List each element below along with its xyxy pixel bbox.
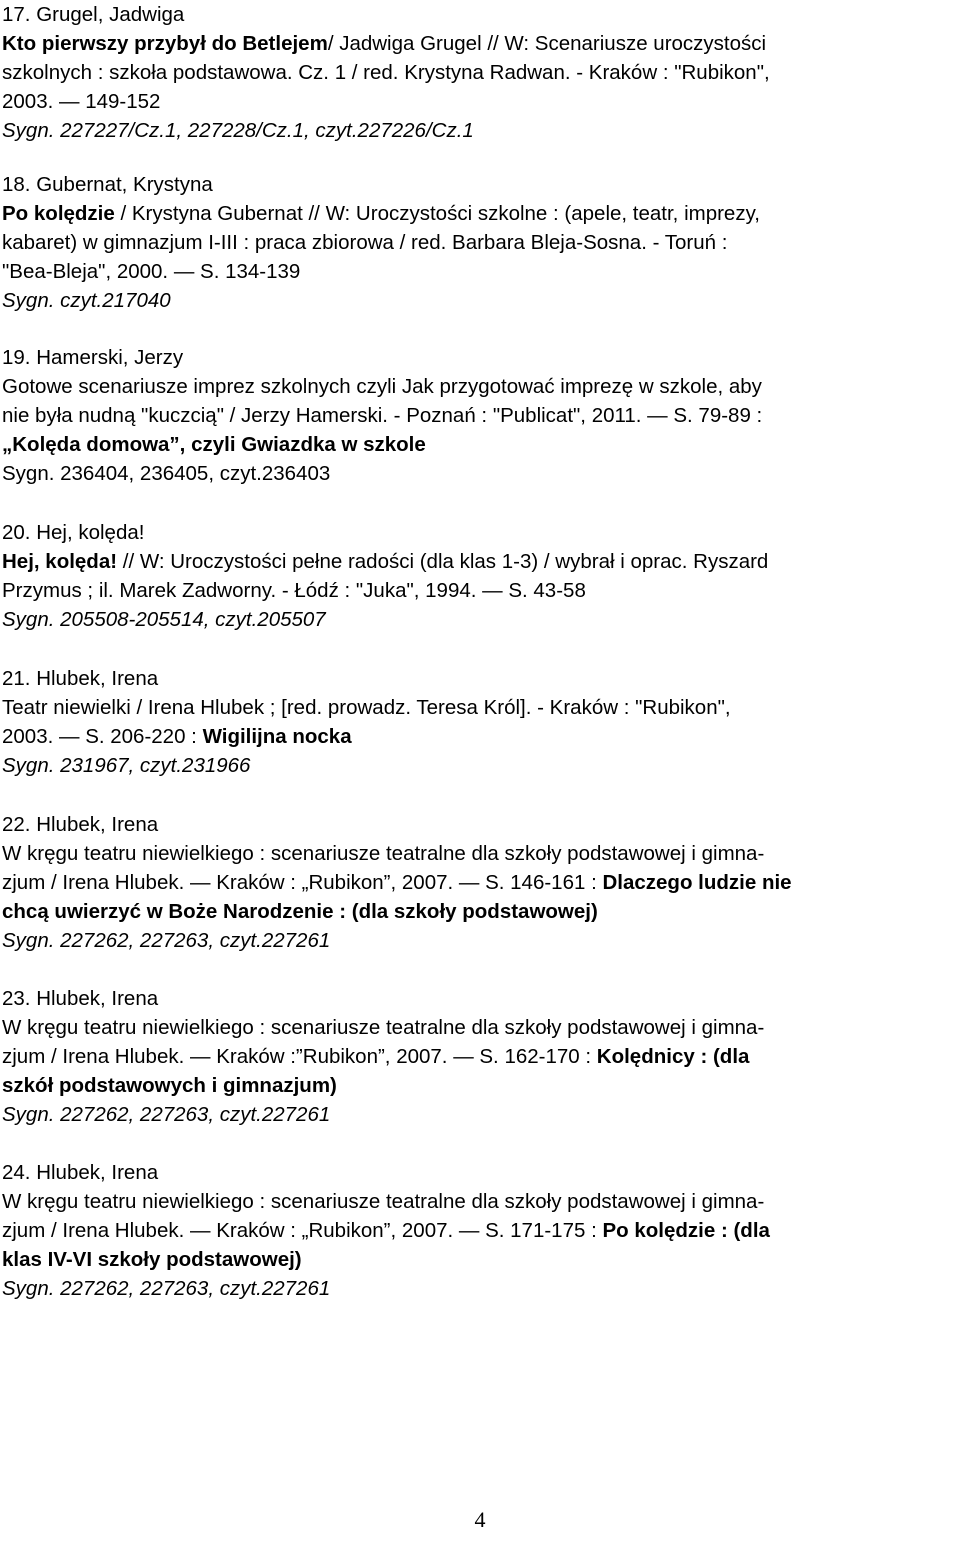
entry-chapter-title-cont: klas IV-VI szkoły podstawowej) — [2, 1248, 302, 1271]
bibliography-entry — [2, 170, 958, 315]
bibliography-entry — [2, 343, 958, 488]
entry-text: / Jadwiga Grugel // W: Scenariusze uroczystości — [327, 32, 767, 55]
entry-description-line: Teatr niewielki / Irena Hlubek ; [red. prowadz. Teresa Król]. - Kraków : "Rubikon", — [2, 696, 731, 719]
entry-text: // W: Uroczystości pełne radości (dla klas 1-3) / wybrał i oprac. Ryszard — [117, 550, 769, 573]
call-number: Sygn. 231967, czyt.231966 — [2, 754, 251, 777]
entry-description-line: nie była nudną "kuczcią" / Jerzy Hamerski. - Poznań : "Publicat", 2011. — S. 79-89 : — [2, 404, 763, 427]
entry-description-line — [2, 1042, 958, 1071]
call-number: Sygn. czyt.217040 — [2, 289, 171, 312]
entry-number-author: 24. Hlubek, Irena — [2, 1161, 159, 1184]
entry-text: zjum / Irena Hlubek. — Kraków :”Rubikon”, 2007. — S. 162-170 : — [2, 1045, 597, 1068]
bibliography-entry — [2, 518, 958, 634]
entry-number-author: 23. Hlubek, Irena — [2, 987, 159, 1010]
entry-description-line: W kręgu teatru niewielkiego : scenariusze teatralne dla szkoły podstawowej i gimna- — [2, 842, 765, 865]
entry-chapter-title: Wigilijna nocka — [202, 725, 352, 748]
entry-chapter-title: Po kolędzie : (dla — [602, 1219, 770, 1242]
entry-description-line: 2003. — 149-152 — [2, 90, 161, 113]
call-number: Sygn. 227227/Cz.1, 227228/Cz.1, czyt.227226/Cz.1 — [2, 119, 474, 142]
entry-number-author: 22. Hlubek, Irena — [2, 813, 159, 836]
entry-chapter-title: Dlaczego ludzie nie — [602, 871, 792, 894]
call-number: Sygn. 205508-205514, czyt.205507 — [2, 608, 326, 631]
entry-number-author: 17. Grugel, Jadwiga — [2, 3, 185, 26]
entry-number-author: 19. Hamerski, Jerzy — [2, 346, 184, 369]
entry-text: 2003. — S. 206-220 : — [2, 725, 203, 748]
entry-description-line: Gotowe scenariusze imprez szkolnych czyli Jak przygotować imprezę w szkole, aby — [2, 375, 762, 398]
entry-title: Kto pierwszy przybył do Betlejem — [2, 32, 328, 55]
bibliography-entry — [2, 0, 958, 145]
entry-text: zjum / Irena Hlubek. — Kraków : „Rubikon”, 2007. — S. 146-161 : — [2, 871, 603, 894]
page-number: 4 — [474, 1507, 486, 1532]
entry-title: Po kolędzie — [2, 202, 115, 225]
entry-description-line: W kręgu teatru niewielkiego : scenariusze teatralne dla szkoły podstawowej i gimna- — [2, 1190, 765, 1213]
entry-description-line: szkolnych : szkoła podstawowa. Cz. 1 / red. Krystyna Radwan. - Kraków : "Rubikon", — [2, 61, 770, 84]
entry-description-line — [2, 29, 958, 58]
entry-description-line: "Bea-Bleja", 2000. — S. 134-139 — [2, 260, 301, 283]
call-number: Sygn. 227262, 227263, czyt.227261 — [2, 1277, 331, 1300]
entry-description-line — [2, 199, 958, 228]
entry-number-author: 20. Hej, kolęda! — [2, 521, 145, 544]
entry-chapter-title: Kolędnicy : (dla — [596, 1045, 750, 1068]
entry-description-line: Przymus ; il. Marek Zadworny. - Łódź : "Juka", 1994. — S. 43-58 — [2, 579, 586, 602]
entry-number-author: 21. Hlubek, Irena — [2, 667, 159, 690]
bibliography-entry — [2, 664, 958, 780]
entry-description-line — [2, 722, 958, 751]
entry-description-line: W kręgu teatru niewielkiego : scenariusze teatralne dla szkoły podstawowej i gimna- — [2, 1016, 765, 1039]
entry-text: zjum / Irena Hlubek. — Kraków : „Rubikon”, 2007. — S. 171-175 : — [2, 1219, 603, 1242]
entry-text: / Krystyna Gubernat // W: Uroczystości szkolne : (apele, teatr, imprezy, — [114, 202, 761, 225]
bibliography-entry — [2, 810, 958, 955]
entry-chapter-title-cont: chcą uwierzyć w Boże Narodzenie : (dla szkoły podstawowej) — [2, 900, 598, 923]
entry-title: Hej, kolęda! — [2, 550, 118, 573]
entry-description-line — [2, 1216, 958, 1245]
entry-chapter-title-cont: szkół podstawowych i gimnazjum) — [2, 1074, 337, 1097]
entry-number-author: 18. Gubernat, Krystyna — [2, 173, 213, 196]
entry-description-line — [2, 547, 958, 576]
call-number: Sygn. 236404, 236405, czyt.236403 — [2, 462, 331, 485]
call-number: Sygn. 227262, 227263, czyt.227261 — [2, 1103, 331, 1126]
bibliography-entry — [2, 1158, 958, 1303]
bibliography-entry — [2, 984, 958, 1129]
entry-description-line: kabaret) w gimnazjum I-III : praca zbiorowa / red. Barbara Bleja-Sosna. - Toruń : — [2, 231, 728, 254]
entry-description-line — [2, 868, 958, 897]
entry-chapter-title: „Kolęda domowa”, czyli Gwiazdka w szkole — [2, 433, 426, 456]
call-number: Sygn. 227262, 227263, czyt.227261 — [2, 929, 331, 952]
